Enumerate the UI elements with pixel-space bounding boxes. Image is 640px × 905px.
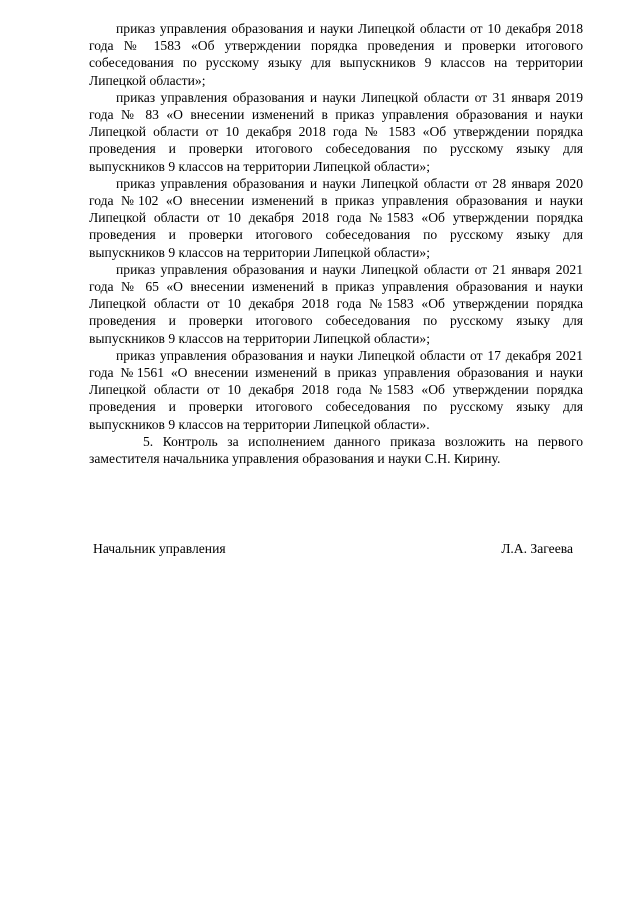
order-list-item-5: приказ управления образования и науки Липецкой области от 17 декабря 2021 года №1561 «О внесении изменений в приказ управления образования и науки Липецкой области от 10 декабря 2018 года №1583 «Об утверждении порядка проведения и проверки итогового собеседования по русскому языку для выпускников 9 классов на территории Липецкой области». xyxy=(89,347,583,432)
order-list-item-2: приказ управления образования и науки Липецкой области от 31 января 2019 года № 83 «О внесении изменений в приказ управления образования и науки Липецкой области от 10 декабря 2018 года № 1583 «Об утверждении порядка проведения и проверки итогового собеседования по русскому языку для выпускников 9 классов на территории Липецкой области»; xyxy=(89,89,583,174)
order-list-item-4: приказ управления образования и науки Липецкой области от 21 января 2021 года № 65 «О внесении изменений в приказ управления образования и науки Липецкой области от 10 декабря 2018 года №1583 «Об утверждении порядка проведения и проверки итогового собеседования по русскому языку для выпускников 9 классов на территории Липецкой области»; xyxy=(89,261,583,346)
control-clause: 5. Контроль за исполнением данного приказа возложить на первого заместителя начальника управления образования и науки С.Н. Кирину. xyxy=(89,433,583,467)
signatory-name: Л.А. Загеева xyxy=(501,541,573,556)
document-body xyxy=(89,20,583,467)
order-list-item-1: приказ управления образования и науки Липецкой области от 10 декабря 2018 года № 1583 «Об утверждении порядка проведения и проверки итогового собеседования по русскому языку для выпускников 9 классов на территории Липецкой области»; xyxy=(89,21,583,88)
signatory-position: Начальник управления xyxy=(93,541,226,556)
order-list-item-3: приказ управления образования и науки Липецкой области от 28 января 2020 года №102 «О внесении изменений в приказ управления образования и науки Липецкой области от 10 декабря 2018 года №1583 «Об утверждении порядка проведения и проверки итогового собеседования по русскому языку для выпускников 9 классов на территории Липецкой области»; xyxy=(89,175,583,260)
